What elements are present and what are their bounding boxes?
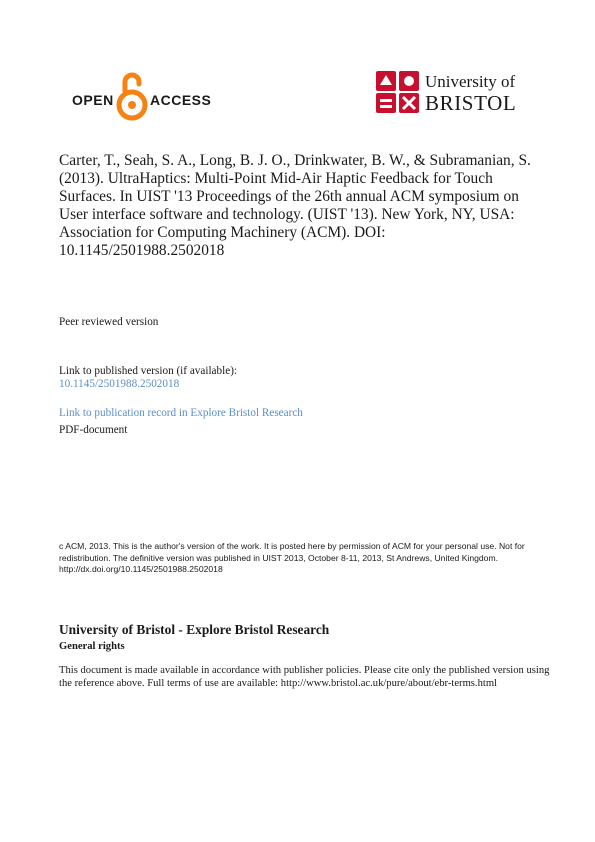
open-lock-icon [116, 70, 148, 122]
published-doi-link[interactable]: 10.1145/2501988.2502018 [59, 378, 180, 390]
copyright-note: c ACM, 2013. This is the author's version of the work. It is posted here by permission of ACM for your personal use. Not for redistribution. The definitive version was published in UIST 2013, October 8-11, 2013, St Andrews, United Kingdom. http://dx.doi.org/10.1145/2501988.2502018 [59, 541, 525, 574]
document-type: PDF-document [59, 424, 128, 436]
footer-heading: University of Bristol - Explore Bristol Research [59, 622, 330, 637]
general-rights-body: This document is made available in accordance with publisher policies. Please cite only the published version using the reference above. Full terms of use are available: http://www.bristol.ac.uk/pure/about/ebr-terms.html [59, 665, 550, 689]
open-access-word-open: OPEN [72, 92, 114, 108]
general-rights-heading: General rights [59, 641, 125, 652]
citation: Carter, T., Seah, S. A., Long, B. J. O., Drinkwater, B. W., & Subramanian, S. (2013). UltraHaptics: Multi-Point Mid-Air Haptic Feedback for Touch Surfaces. In UIST '13 Proceedings of the 26th annual ACM symposium on User interface software and technology. (UIST '13). New York, NY, USA: Association for Computing Machinery (ACM). DOI: 10.1145/2501988.2502018 [59, 152, 531, 259]
university-of-bristol-logo [375, 70, 525, 116]
publication-record-link[interactable]: Link to publication record in Explore Bristol Research [59, 407, 303, 419]
published-link-label: Link to published version (if available): [59, 365, 238, 377]
bristol-logo-line2: BRISTOL [425, 91, 517, 115]
version-text: Peer reviewed version [59, 316, 159, 328]
bristol-logo-line1: University of [425, 72, 516, 91]
open-access-logo [72, 70, 212, 122]
bristol-crest-icon [375, 70, 421, 114]
open-access-word-access: ACCESS [150, 92, 212, 108]
